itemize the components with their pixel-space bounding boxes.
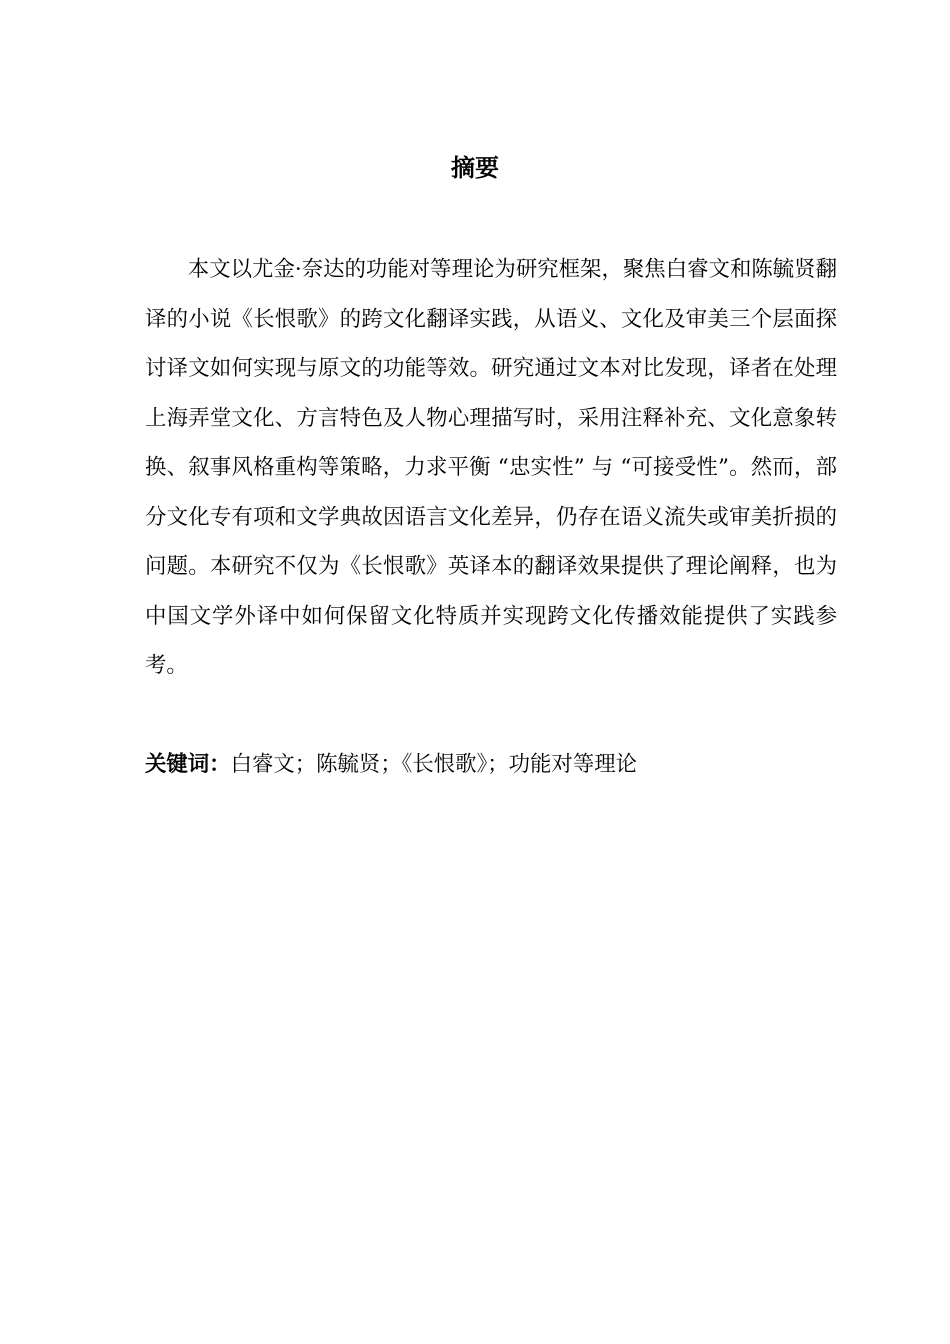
page-title: 摘要 xyxy=(451,154,499,182)
keywords-line xyxy=(145,740,837,790)
abstract-paragraph: 本文以尤金·奈达的功能对等理论为研究框架，聚焦白睿文和陈毓贤翻译的小说《长恨歌》的跨文化翻译实践，从语义、文化及审美三个层面探讨译文如何实现与原文的功能等效。研究通过文本对比发现，译者在处理上海弄堂文化、方言特色及人物心理描写时，采用注释补充、文化意象转换、叙事风格重构等策略，力求平衡 “忠实性” 与 “可接受性”。然而，部分文化专有项和文学典故因语言文化差异，仍存在语义流失或审美折损的问题。本研究不仅为《长恨歌》英译本的翻译效果提供了理论阐释，也为中国文学外译中如何保留文化特质并实现跨文化传播效能提供了实践参考。 xyxy=(145,257,837,678)
keywords-value: 白睿文；陈毓贤；《长恨歌》；功能对等理论 xyxy=(230,752,637,777)
keywords-label: 关键词： xyxy=(145,752,231,777)
